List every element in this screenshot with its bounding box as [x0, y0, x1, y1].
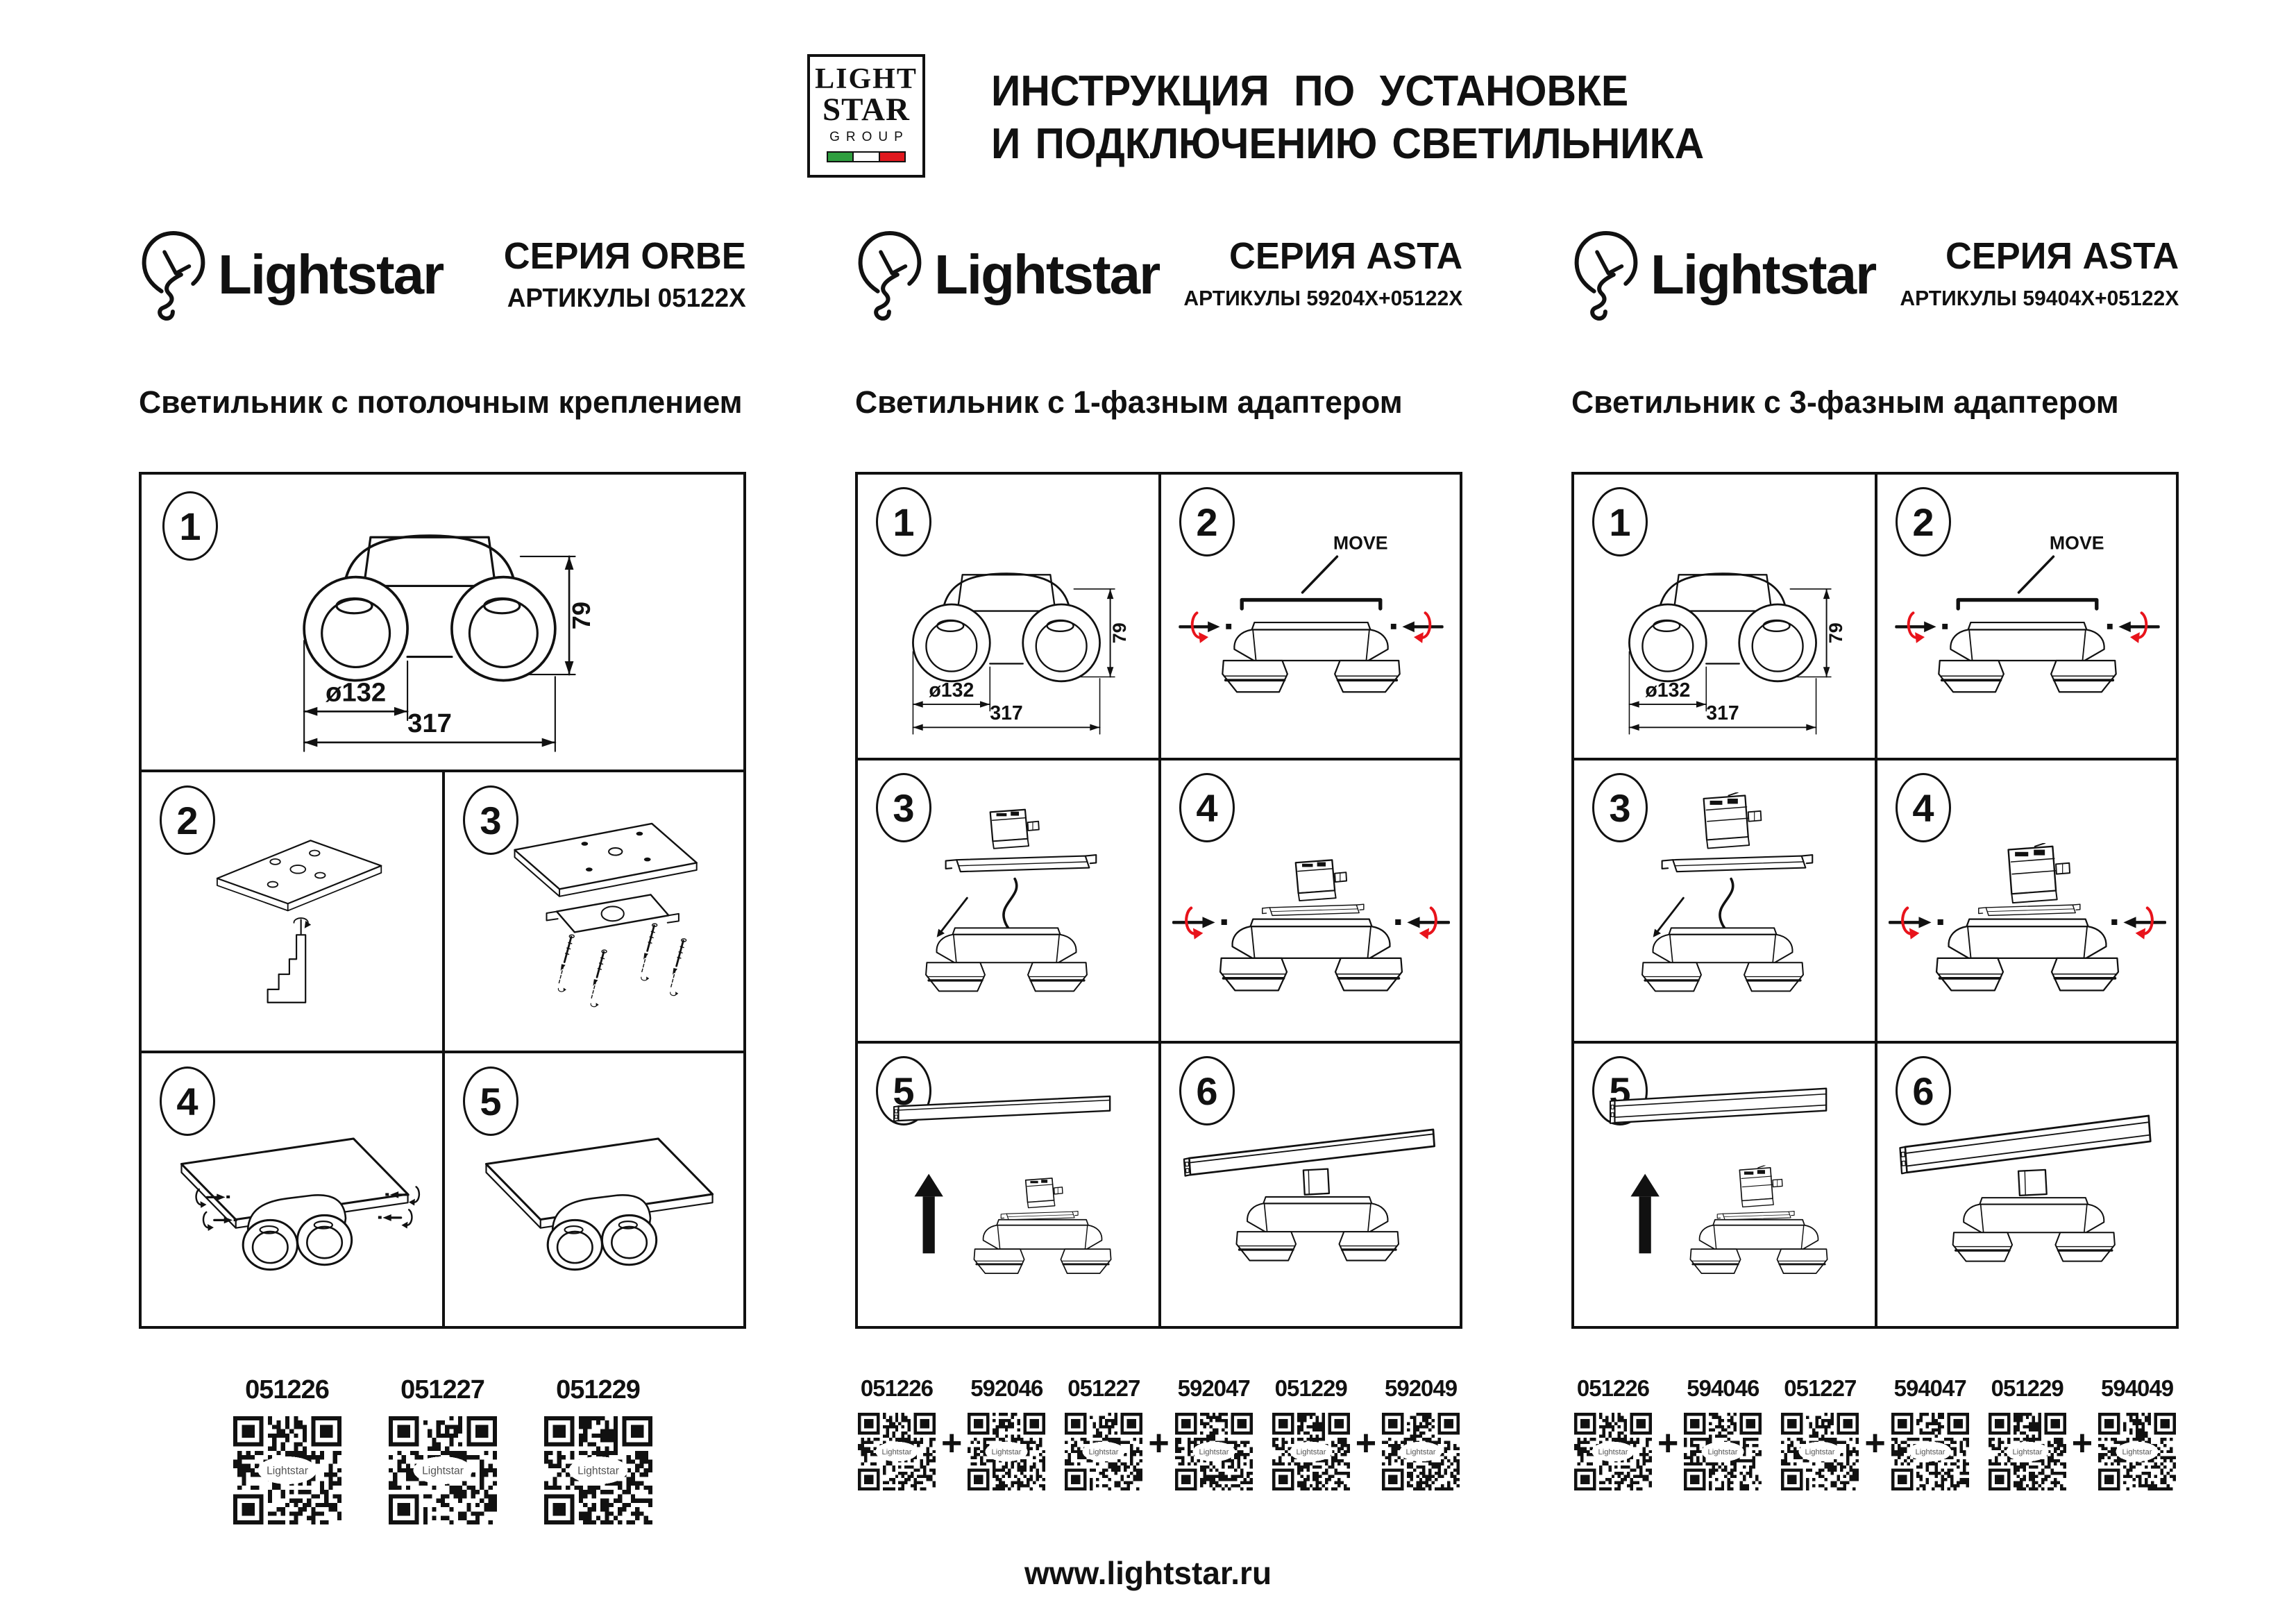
- series-articles: АРТИКУЛЫ 59204X+05122X: [1183, 286, 1462, 310]
- article-number: 051227: [1067, 1375, 1140, 1401]
- lightstar-bulb-icon: [139, 228, 208, 325]
- column-orbe: [139, 0, 746, 1623]
- page-title-line1: ИНСТРУКЦИЯ ПО УСТАНОВКЕ: [991, 67, 1629, 115]
- qr-block: [1064, 1375, 1143, 1490]
- qr-code: [858, 1413, 936, 1490]
- step-number: 3: [1609, 785, 1631, 830]
- series-block: [504, 235, 746, 314]
- step-number: 2: [1196, 500, 1218, 544]
- step-panel-1: [142, 475, 743, 770]
- qr-block: [1573, 1375, 1653, 1490]
- qr-code: [1684, 1413, 1762, 1490]
- drawing-move-adjust: [1891, 500, 2163, 735]
- logo-word-star: STAR: [822, 92, 910, 128]
- drawing-adapter-1ph-install: [883, 780, 1130, 1005]
- step-number: 1: [179, 504, 201, 548]
- drawing-track-lift-3ph: [1592, 1059, 1856, 1298]
- svg-text:Lightstar: Lightstar: [1199, 1448, 1229, 1457]
- qr-pair: [1780, 1375, 1969, 1490]
- column-asta-3ph: [1571, 0, 2179, 1623]
- series-articles: АРТИКУЛЫ 59404X+05122X: [1900, 286, 2179, 310]
- step-number: 4: [176, 1079, 199, 1123]
- qr-code: [1382, 1413, 1460, 1490]
- series-title: СЕРИЯ ASTA: [1229, 235, 1462, 277]
- drawing-track-mounted-3ph: [1886, 1084, 2169, 1288]
- article-number: 592046: [970, 1375, 1043, 1401]
- step-panel-2: [1877, 475, 2176, 758]
- article-number: 051227: [400, 1375, 484, 1404]
- drawing-fixture-dimensions: [256, 488, 603, 754]
- article-number: 051229: [1991, 1375, 2063, 1401]
- qr-block: [542, 1375, 655, 1524]
- qr-pair: [1988, 1375, 2177, 1490]
- qr-row: [1571, 1375, 2179, 1490]
- lightstar-bulb-icon: [855, 228, 925, 325]
- drawing-fixture-lock-1ph: [1170, 817, 1453, 1017]
- lightstar-wordmark: Lightstar: [218, 244, 444, 305]
- brand-row: [855, 226, 1462, 341]
- svg-text:Lightstar: Lightstar: [2012, 1448, 2043, 1457]
- article-number: 594046: [1687, 1375, 1759, 1401]
- drawing-track-mounted-1ph: [1170, 1088, 1453, 1287]
- step-panel-5: [445, 1053, 743, 1326]
- plus-sign: +: [1657, 1423, 1679, 1463]
- svg-text:ø132: ø132: [1645, 679, 1691, 702]
- article-number: 051227: [1784, 1375, 1857, 1401]
- logo-word-light: LIGHT: [815, 63, 918, 95]
- logo-word-group: GROUP: [829, 130, 909, 145]
- step-panel-5: [858, 1044, 1158, 1326]
- drawing-canopy-fixture-final: [456, 1073, 734, 1315]
- qr-code: [1175, 1413, 1253, 1490]
- qr-code: [1781, 1413, 1859, 1490]
- qr-row: [855, 1375, 1462, 1490]
- svg-text:MOVE: MOVE: [2049, 532, 2104, 554]
- column-subtitle: Светильник с 3-фазным адаптером: [1571, 384, 2119, 420]
- step-badge: [162, 491, 218, 561]
- article-number: 594049: [2101, 1375, 2174, 1401]
- series-articles: АРТИКУЛЫ 05122X: [507, 284, 746, 313]
- svg-text:Lightstar: Lightstar: [1296, 1448, 1326, 1457]
- drawing-fixture-dimensions: [877, 538, 1136, 736]
- qr-code: [389, 1416, 497, 1524]
- series-title: СЕРИЯ ASTA: [1945, 235, 2179, 277]
- series-block: [1183, 235, 1462, 311]
- lightstar-wordmark: Lightstar: [1651, 244, 1876, 305]
- drawing-plate-screws: [473, 791, 719, 1015]
- svg-text:317: 317: [407, 708, 452, 739]
- svg-text:Lightstar: Lightstar: [881, 1448, 912, 1457]
- step-panel-2: [142, 772, 442, 1051]
- svg-text:Lightstar: Lightstar: [1598, 1448, 1628, 1457]
- qr-block: [231, 1375, 344, 1524]
- step-number: 3: [893, 785, 915, 830]
- series-title: СЕРИЯ ORBE: [504, 235, 746, 277]
- svg-text:Lightstar: Lightstar: [421, 1465, 464, 1477]
- svg-text:MOVE: MOVE: [1333, 532, 1388, 554]
- article-number: 594047: [1893, 1375, 1966, 1401]
- qr-block: [1272, 1375, 1351, 1490]
- svg-text:Lightstar: Lightstar: [1805, 1448, 1835, 1457]
- drawing-fixture-lock-3ph: [1886, 817, 2169, 1017]
- drawing-move-adjust: [1175, 500, 1447, 735]
- column-subtitle: Светильник с 1-фазным адаптером: [855, 384, 1403, 420]
- svg-text:317: 317: [990, 702, 1023, 725]
- article-number: 051226: [860, 1375, 933, 1401]
- step-number: 3: [480, 798, 502, 842]
- svg-text:Lightstar: Lightstar: [1088, 1448, 1119, 1457]
- qr-block: [1381, 1375, 1460, 1490]
- qr-block: [1780, 1375, 1859, 1490]
- lightstar-bulb-icon: [1571, 228, 1641, 325]
- svg-text:Lightstar: Lightstar: [266, 1465, 308, 1477]
- article-number: 051226: [245, 1375, 329, 1404]
- qr-block: [857, 1375, 936, 1490]
- qr-code: [544, 1416, 652, 1524]
- svg-text:79: 79: [1108, 622, 1130, 644]
- drawing-canopy-fixture-adjust: [151, 1073, 429, 1315]
- qr-code: [233, 1416, 341, 1524]
- drawing-adapter-3ph-install: [1599, 780, 1846, 1005]
- article-number: 592049: [1385, 1375, 1458, 1401]
- plus-sign: +: [1864, 1423, 1886, 1463]
- qr-pair: [1064, 1375, 1253, 1490]
- step-panel-3: [1574, 760, 1875, 1041]
- qr-block: [1683, 1375, 1762, 1490]
- step-panel-1: [1574, 475, 1875, 758]
- step-panel-1: [858, 475, 1158, 758]
- qr-pair: [1272, 1375, 1460, 1490]
- step-panel-4: [1877, 760, 2176, 1041]
- steps-grid-orbe: [139, 472, 746, 1329]
- steps-grid-asta1: [855, 472, 1462, 1329]
- qr-block: [2097, 1375, 2177, 1490]
- qr-code: [1891, 1413, 1969, 1490]
- svg-text:Lightstar: Lightstar: [1406, 1448, 1436, 1457]
- qr-block: [967, 1375, 1046, 1490]
- step-panel-3: [445, 772, 743, 1051]
- qr-code: [1272, 1413, 1350, 1490]
- svg-text:Lightstar: Lightstar: [1915, 1448, 1945, 1457]
- qr-pair: [1573, 1375, 1762, 1490]
- drawing-track-lift-1ph: [876, 1059, 1140, 1298]
- qr-code: [968, 1413, 1045, 1490]
- qr-code: [1989, 1413, 2066, 1490]
- qr-pair: [857, 1375, 1046, 1490]
- website-url: www.lightstar.ru: [1024, 1555, 1272, 1591]
- step-number: 4: [1912, 785, 1934, 830]
- page-title-line2: И ПОДКЛЮЧЕНИЮ СВЕТИЛЬНИКА: [991, 120, 1705, 169]
- lightstar-wordmark: Lightstar: [934, 244, 1160, 305]
- article-number: 051229: [556, 1375, 640, 1404]
- svg-text:ø132: ø132: [325, 677, 387, 708]
- step-panel-3: [858, 760, 1158, 1041]
- svg-text:Lightstar: Lightstar: [991, 1448, 1022, 1457]
- article-number: 592047: [1177, 1375, 1250, 1401]
- step-number: 5: [480, 1079, 502, 1123]
- steps-grid-asta3: [1571, 472, 2179, 1329]
- plus-sign: +: [1355, 1423, 1377, 1463]
- svg-text:317: 317: [1706, 702, 1739, 725]
- plus-sign: +: [2071, 1423, 2093, 1463]
- step-number: 1: [1609, 500, 1631, 544]
- step-number: 2: [1912, 500, 1934, 544]
- plus-sign: +: [1148, 1423, 1170, 1463]
- step-number: 4: [1196, 785, 1218, 830]
- step-panel-2: [1161, 475, 1460, 758]
- svg-text:79: 79: [1825, 622, 1846, 644]
- qr-code: [1065, 1413, 1142, 1490]
- step-panel-6: [1161, 1044, 1460, 1326]
- step-number: 6: [1912, 1069, 1934, 1113]
- step-number: 5: [893, 1069, 915, 1113]
- drawing-mounting-plate: [182, 808, 404, 1010]
- brand-row: [139, 226, 746, 341]
- step-number: 1: [893, 500, 915, 544]
- article-number: 051229: [1274, 1375, 1347, 1401]
- svg-text:Lightstar: Lightstar: [577, 1465, 619, 1477]
- drawing-fixture-dimensions: [1594, 538, 1852, 736]
- qr-row: [139, 1375, 746, 1524]
- series-block: [1900, 235, 2179, 311]
- svg-text:ø132: ø132: [929, 679, 974, 702]
- svg-text:Lightstar: Lightstar: [1707, 1448, 1738, 1457]
- qr-block: [1174, 1375, 1253, 1490]
- qr-code: [2098, 1413, 2176, 1490]
- step-panel-4: [1161, 760, 1460, 1041]
- step-number: 6: [1196, 1069, 1218, 1113]
- plus-sign: +: [940, 1423, 963, 1463]
- article-number: 051226: [1576, 1375, 1649, 1401]
- svg-text:79: 79: [566, 601, 596, 630]
- step-panel-4: [142, 1053, 442, 1326]
- qr-code: [1574, 1413, 1652, 1490]
- qr-block: [1988, 1375, 2067, 1490]
- step-number: 2: [176, 798, 199, 842]
- svg-text:Lightstar: Lightstar: [2122, 1448, 2152, 1457]
- column-subtitle: Светильник с потолочным креплением: [139, 384, 743, 420]
- step-panel-6: [1877, 1044, 2176, 1326]
- qr-block: [1891, 1375, 1970, 1490]
- qr-block: [387, 1375, 499, 1524]
- step-panel-5: [1574, 1044, 1875, 1326]
- brand-row: [1571, 226, 2179, 341]
- step-number: 5: [1609, 1069, 1631, 1113]
- column-asta-1ph: [855, 0, 1462, 1623]
